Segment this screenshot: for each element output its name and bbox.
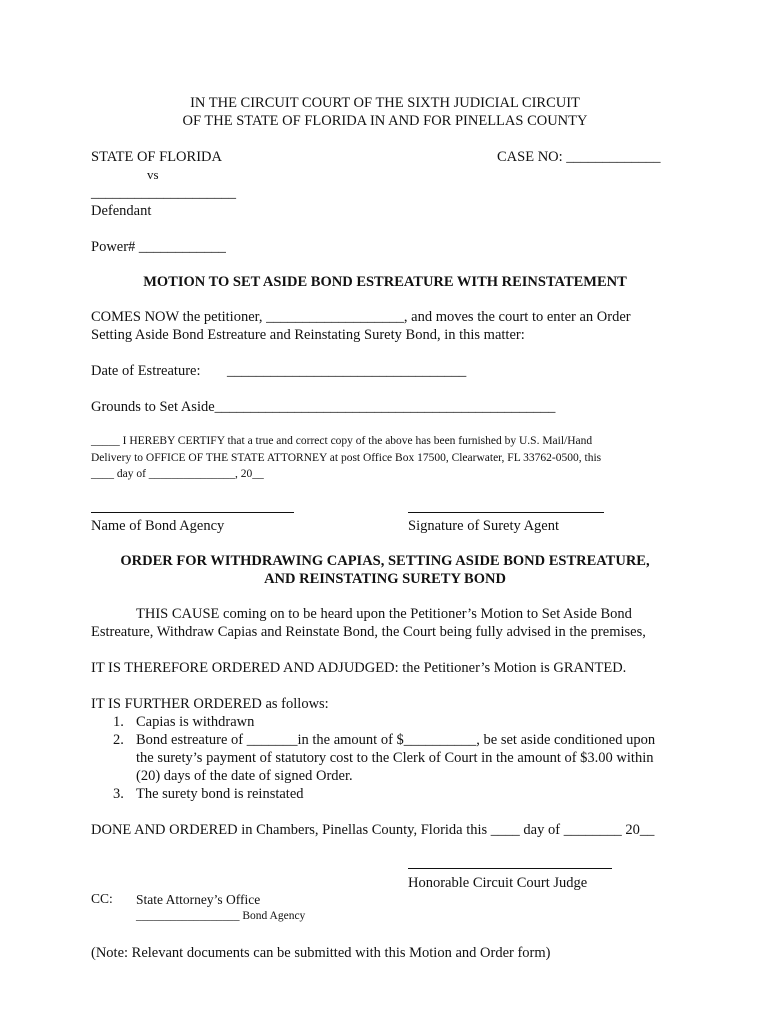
- cc-bond-agency-field[interactable]: __________________ Bond Agency: [136, 910, 306, 922]
- order-cause-line-1: THIS CAUSE coming on to be heard upon the Petitioner’s Motion to Set Aside Bond: [136, 606, 632, 622]
- order-further-text: IT IS FURTHER ORDERED as follows:: [91, 696, 329, 712]
- certificate-line-3: ____ day of _______________, 20__: [91, 468, 264, 480]
- note-text: (Note: Relevant documents can be submitted with this Motion and Order form): [91, 945, 551, 961]
- motion-intro-line-2: Setting Aside Bond Estreature and Reinstating Surety Bond, in this matter:: [91, 327, 525, 343]
- order-cause-line-2: Estreature, Withdraw Capias and Reinstate Bond, the Court being fully advised in the premises,: [91, 624, 646, 640]
- done-and-ordered-text[interactable]: DONE AND ORDERED in Chambers, Pinellas County, Florida this ____ day of ________ 20__: [91, 822, 655, 838]
- order-title-line-1: ORDER FOR WITHDRAWING CAPIAS, SETTING ASIDE BOND ESTREATURE,: [120, 553, 650, 569]
- order-item-reinstated: The surety bond is reinstated: [136, 786, 304, 802]
- certificate-line-2: Delivery to OFFICE OF THE STATE ATTORNEY at post Office Box 17500, Clearwater, FL 33762-0500, this: [91, 452, 602, 464]
- defendant-name-field[interactable]: ____________________: [91, 185, 236, 201]
- judge-label: Honorable Circuit Court Judge: [408, 875, 588, 891]
- order-item-bond-estreature[interactable]: Bond estreature of _______in the amount of $__________, be set aside conditioned upon: [136, 732, 656, 748]
- power-number-field[interactable]: Power# ____________: [91, 239, 226, 255]
- order-item-bond-estreature-cont: the surety’s payment of statutory cost to the Clerk of Court in the amount of $3.00 within: [136, 750, 654, 766]
- list-item-number: 3.: [113, 786, 124, 802]
- court-header-line-2: OF THE STATE OF FLORIDA IN AND FOR PINELLAS COUNTY: [182, 113, 588, 129]
- bond-agency-signature-line[interactable]: [91, 512, 294, 513]
- surety-agent-signature-line[interactable]: [408, 512, 604, 513]
- order-item-bond-estreature-cont: (20) days of the date of signed Order.: [136, 768, 353, 784]
- judge-signature-line[interactable]: [408, 868, 612, 869]
- order-therefore-text: IT IS THEREFORE ORDERED AND ADJUDGED: the Petitioner’s Motion is GRANTED.: [91, 660, 627, 676]
- list-item-number: 2.: [113, 732, 124, 748]
- court-header-line-1: IN THE CIRCUIT COURT OF THE SIXTH JUDICIAL CIRCUIT: [190, 95, 580, 111]
- date-of-estreature-label: Date of Estreature:: [91, 363, 201, 379]
- cc-label: CC:: [91, 891, 113, 906]
- versus-label: vs: [147, 167, 159, 182]
- surety-agent-label: Signature of Surety Agent: [408, 518, 560, 534]
- certificate-line-1: _____ I HEREBY CERTIFY that a true and correct copy of the above has been furnished by U.S. Mail/Hand: [91, 435, 593, 447]
- date-of-estreature-field[interactable]: _________________________________: [227, 363, 467, 379]
- grounds-to-set-aside-field[interactable]: Grounds to Set Aside_______________________________________________: [91, 399, 556, 415]
- defendant-label: Defendant: [91, 203, 152, 219]
- state-label: STATE OF FLORIDA: [91, 149, 222, 165]
- motion-title: MOTION TO SET ASIDE BOND ESTREATURE WITH REINSTATEMENT: [143, 274, 627, 290]
- order-title-line-2: AND REINSTATING SURETY BOND: [264, 571, 506, 587]
- bond-agency-label: Name of Bond Agency: [91, 518, 225, 534]
- list-item-number: 1.: [113, 714, 124, 730]
- motion-intro-line-1: COMES NOW the petitioner, ___________________, and moves the court to enter an Order: [91, 309, 631, 325]
- order-item-capias: Capias is withdrawn: [136, 714, 255, 730]
- cc-state-attorney: State Attorney’s Office: [136, 892, 261, 907]
- case-number-field[interactable]: CASE NO: _____________: [497, 149, 661, 165]
